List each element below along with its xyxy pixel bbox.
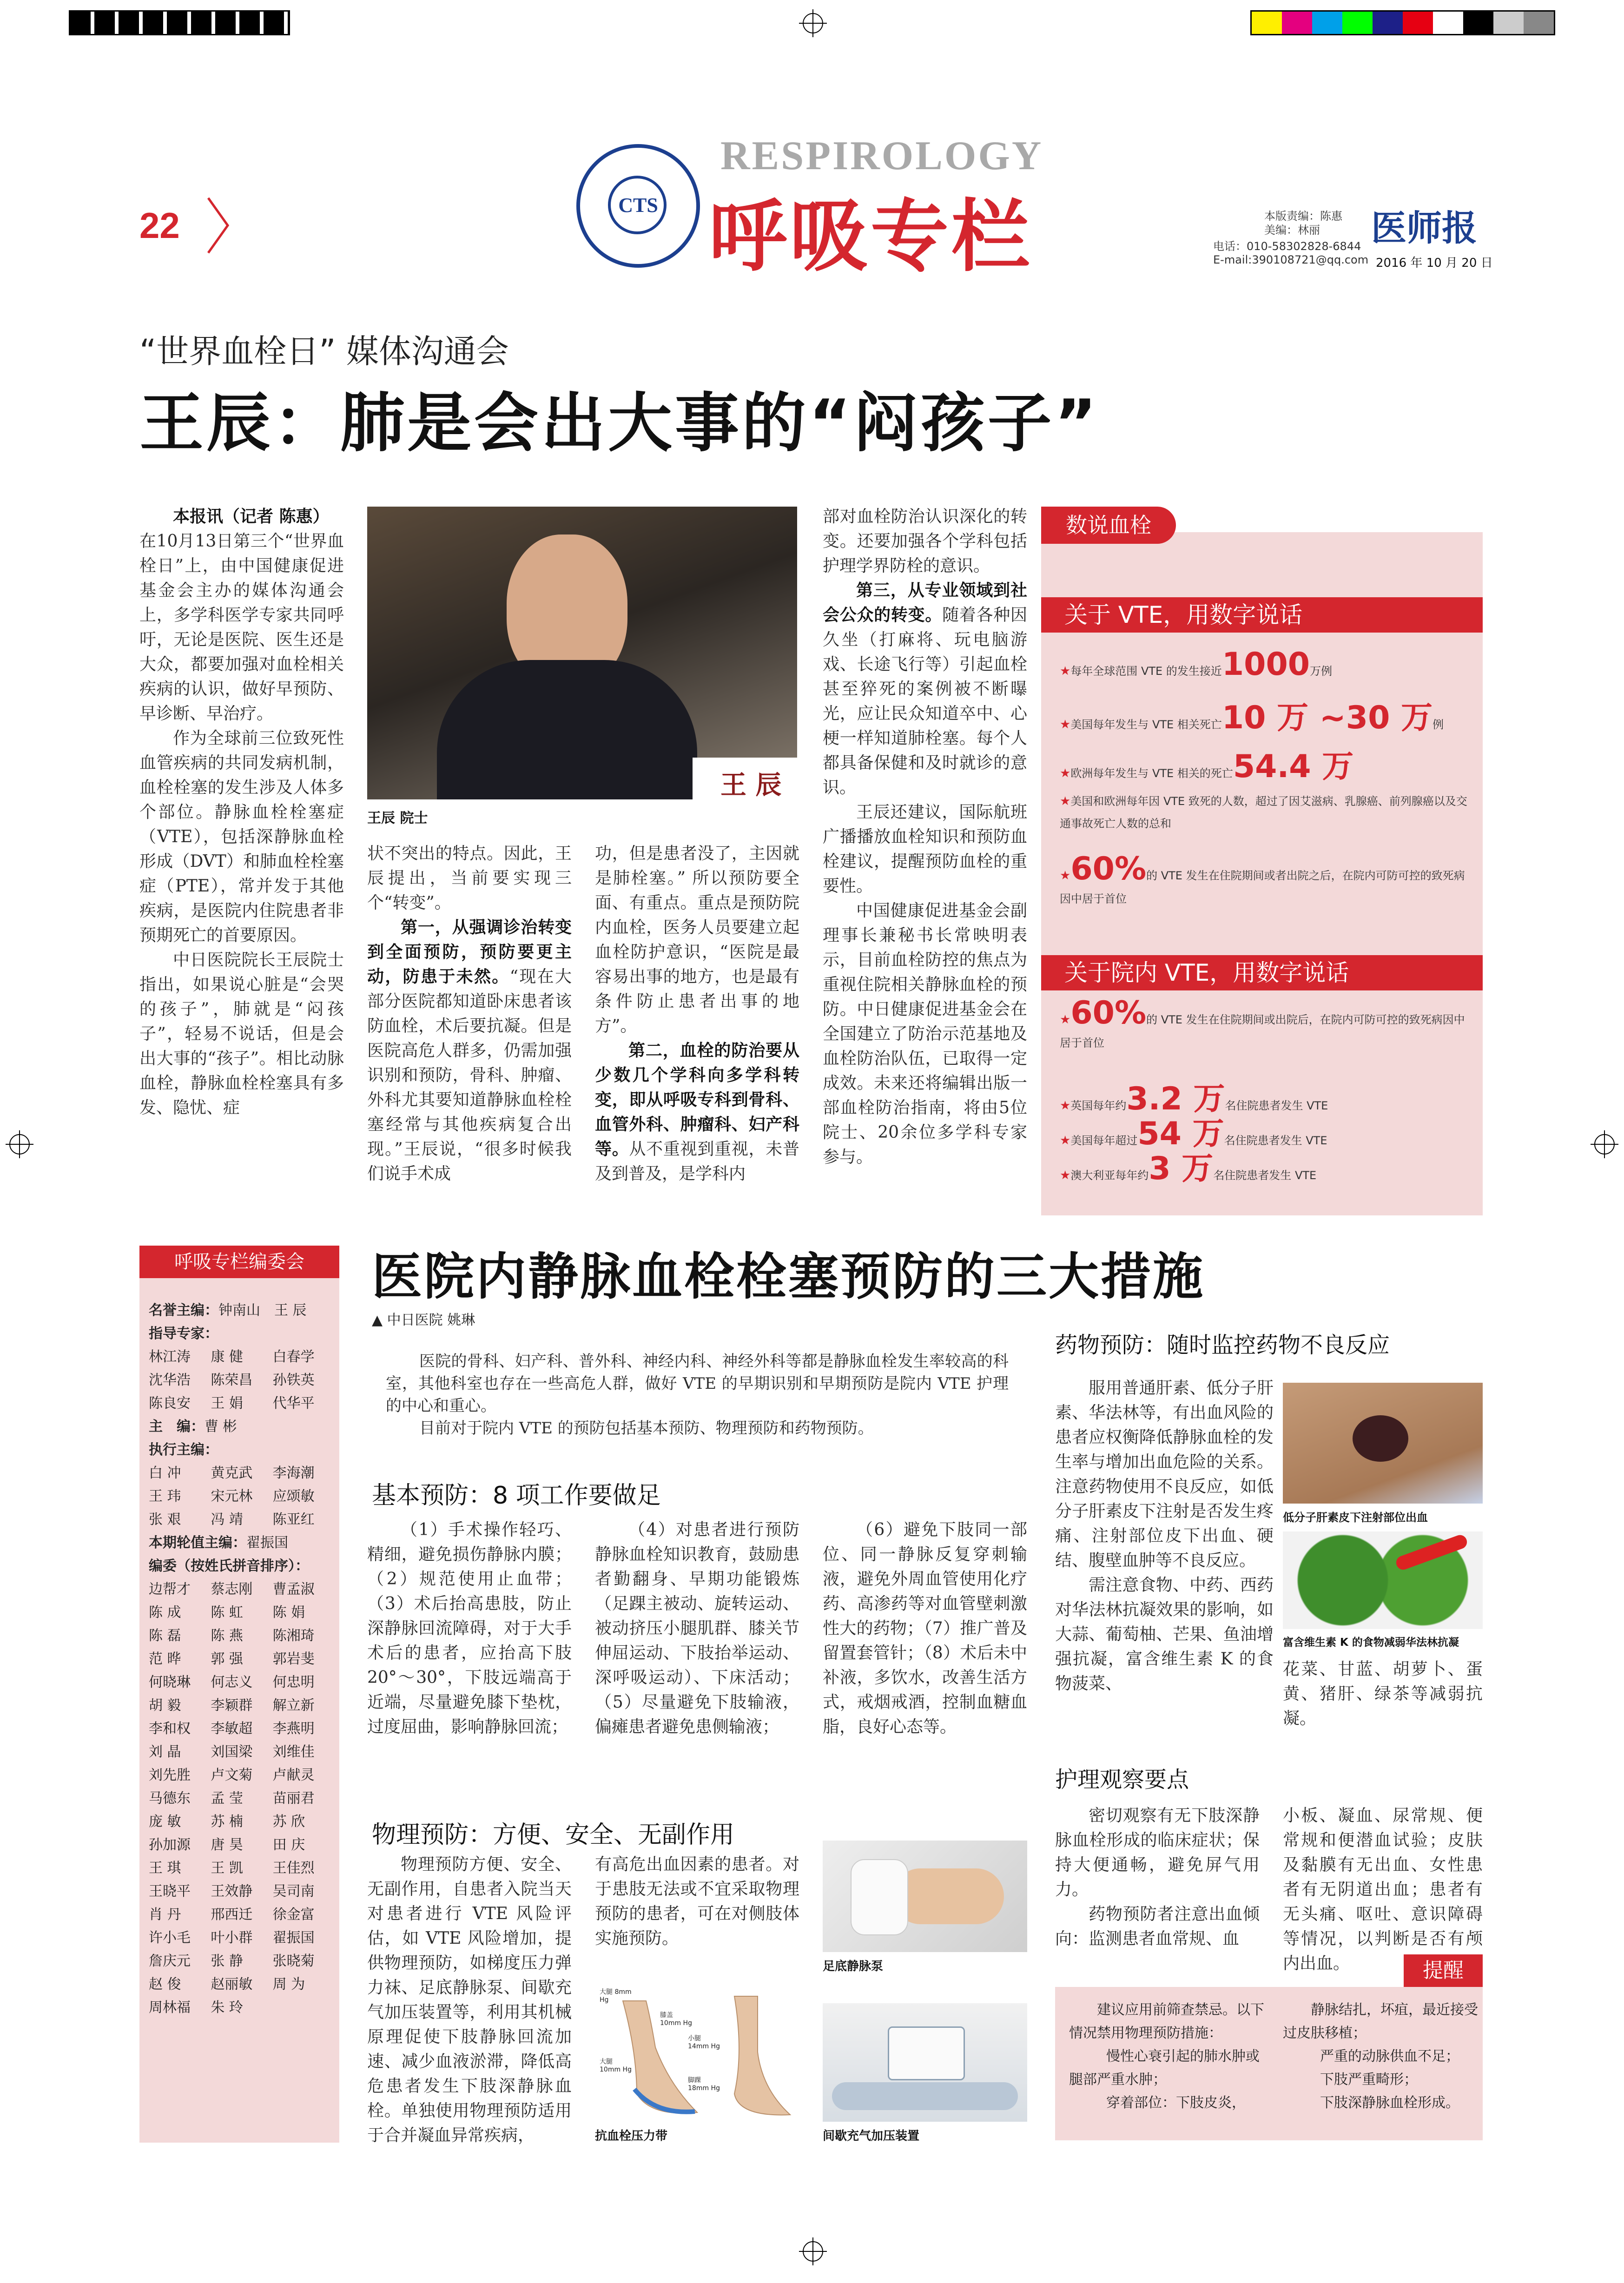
board-member-row [149,1810,335,1834]
paragraph: 王辰还建议，国际航班广播播放血栓知识和预防血栓建议，提醒预防血栓的重要性。 [823,803,1027,896]
board-member-row [149,1741,335,1764]
board-member-name: 吴司南 [272,1883,315,1900]
board-member-name: 黄克武 [211,1465,253,1481]
stat-line: ★每年全球范围 VTE 的发生接近1000万例 [1060,646,1333,683]
drug-prevention-title: 药物预防：随时监控药物不良反应 [1055,1332,1390,1358]
board-member-name: 李颖群 [211,1697,253,1714]
board-member-name: 赵丽敏 [211,1976,253,1993]
board-member-row [149,1648,335,1671]
paragraph: 目前对于院内 VTE 的预防包括基本预防、物理预防和药物预防。 [419,1419,874,1438]
board-member-row [149,1973,335,1996]
board-member-name: 苗丽君 [272,1790,315,1807]
editorial-board-title: 呼吸专栏编委会 [139,1246,339,1278]
board-member-name: 王佳烈 [272,1860,315,1876]
board-member-name: 卢文菊 [211,1767,253,1783]
article1-headline: 王辰：肺是会出大事的“闷孩子” [139,386,1100,461]
issue-date: 2016 年 10 月 20 日 [1376,256,1493,270]
star-icon: ★ [1060,1168,1071,1182]
board-member-name: 胡 毅 [149,1697,181,1714]
board-member-name: 王 琪 [149,1860,181,1876]
vegetables-caption: 富含维生素 K 的食物减弱华法林抗凝 [1283,1636,1459,1649]
star-icon: ★ [1060,1099,1071,1113]
star-icon: ★ [1060,1013,1071,1027]
pressure-label: 膝盖 10mm Hg [660,2012,692,2027]
star-icon: ★ [1060,1134,1071,1148]
board-member-name: 王晓平 [149,1883,191,1900]
reminder-tag: 提醒 [1404,1954,1483,1987]
board-role-row: 名誉主编： 钟南山 王 辰 [149,1302,307,1319]
board-member-name: 陈荣昌 [211,1372,253,1388]
drug-column-continued: 花菜、甘蓝、胡萝卜、蛋黄、猪肝、绿茶等减弱抗凝。 [1283,1660,1483,1728]
stat-line: ★60%的 VTE 发生在住院期间或者出院之后，在院内可防可控的致死病因中居于首位 [1060,851,1465,905]
basic-column-3: （6）避免下肢同一部位、同一静脉反复穿刺输液，避免外周血管使用化疗药、高渗药等对血管壁刺激性大的药物；（7）推广普及留置套管针；（8）术后未中补液，多饮水，改善生活方式，戒烟戒酒，控制血糖血脂，良好心态等。 [823,1520,1027,1736]
pressure-label: 脚踝 18mm Hg [688,2077,720,2092]
star-icon: ★ [1060,794,1071,808]
star-icon: ★ [1060,718,1071,732]
ipc-device-caption: 间歇充气加压装置 [823,2129,920,2143]
board-member-name [273,1996,335,2019]
nursing-column-2: 小板、凝血、尿常规、便常规和便潜血试验；皮肤及黏膜有无出血、女性患者有无阴道出血；患者有无头痛、呕吐、意识障碍等情况，以判断是否有颅内出血。 [1283,1806,1483,1973]
paragraph: 医院的骨科、妇产科、普外科、神经内科、神经外科等都是静脉血栓发生率较高的科室，其他科室也存在一些高危人群，做好 VTE 的早期识别和早期预防是院内 VTE 护理的中心和重心。 [386,1352,1009,1415]
board-member-name: 范 晔 [149,1651,181,1667]
point-three: 第三，从专业领域到社会公众的转变。 [823,581,1027,625]
board-member-name: 冯 靖 [211,1511,243,1528]
pressure-label: 大腿 8mm Hg [600,1988,632,2004]
board-member-name: 詹庆元 [149,1953,191,1969]
registration-mark-icon [803,2241,823,2262]
article2-intro [386,1350,1009,1439]
board-member-row [149,1996,335,2019]
point-one: 第一，从强调诊治转变到全面预防，预防要更主动，防患于未然。 [367,917,572,986]
board-member-name: 周林福 [149,1999,191,2016]
editor-line: 本版责编：陈惠 [1264,210,1342,223]
board-member-name: 郭 强 [211,1651,243,1667]
lead-label: 本报讯 [173,507,224,526]
board-member-name: 邢西迁 [211,1907,253,1923]
registration-mark-icon [9,1134,30,1155]
board-member-row [149,1346,335,1369]
drug-column: 服用普通肝素、低分子肝素、华法林等，有出血风险的患者应权衡降低静脉血栓的发生率与增加出血危险的关系。注意药物使用不良反应，如低分子肝素皮下注射是否发生疼痛、注射部位皮下出血、硬结、腹壁血肿等不良反应。 需注意食物、中药、西药对华法林抗凝效果的影响，如大蒜、葡萄柚、芒果、鱼油增强抗凝，富含维生素 K 的食物菠菜、 [1055,1379,1274,1693]
board-role-row: 指导专家： [149,1326,218,1342]
board-member-name: 李燕明 [272,1721,315,1737]
board-member-name: 赵 俊 [149,1976,181,1993]
foot-pump-photo [823,1841,1027,1952]
paragraph: “现在大部分医院都知道卧床患者该防血栓，术后要抗凝。但是医院高危人群多，仍需加强识别和预防，骨科、肿瘤、外科尤其要知道静脉血栓栓塞经常与其他疾病复合出现。”王辰说，“很多时候我们说手术成 [367,967,572,1183]
board-member-name: 宋元林 [211,1488,253,1504]
board-member-name: 田 庆 [272,1837,305,1853]
paragraph: 作为全球前三位致死性血管疾病的共同发病机制，血栓栓塞的发生涉及人体多个部位。静脉血栓栓塞症（VTE），包括深静脉血栓形成（DVT）和肺血栓栓塞症（PTE），常并发于其他疾病，是医院内住院患者非预期死亡的首要原因。 [139,729,344,945]
paragraph: 功，但是患者没了，主因就是肺栓塞。” 所以预防要全面、有重点。重点是预防院内血栓，医务人员要建立起血栓防护意识，“医院是最容易出事的地方，也是最有条件防止患者出事的地方”。 [595,844,799,1036]
board-member-name: 卢献灵 [272,1767,315,1783]
board-member-name: 陈湘琦 [272,1628,315,1644]
board-member-name: 应颂敏 [272,1488,315,1504]
board-member-name: 唐 昊 [211,1837,243,1853]
board-role-row: 执行主编： [149,1442,218,1458]
paragraph: 随着各种因久坐（打麻将、玩电脑游戏、长途飞行等）引起血栓甚至猝死的案例被不断曝光，应让民众知道卒中、心梗一样知道肺栓塞。每个人都具备保健和及时就诊的意识。 [823,606,1027,797]
board-member-row [149,1857,335,1880]
paragraph: 部对血栓防治认识深化的转变。还要加强各个学科包括护理学界防栓的意识。 [823,507,1027,575]
board-member-row [149,1601,335,1624]
registration-mark-icon [1594,1134,1615,1155]
article2-headline: 医院内静脉血栓栓塞预防的三大措施 [372,1248,1205,1306]
board-member-row [149,1927,335,1950]
board-member-name: 苏 楠 [211,1814,243,1830]
chevron-right-icon [205,195,232,256]
board-member-row [149,1950,335,1973]
lead-byline: （记者 陈惠） [223,507,330,526]
board-member-name: 王 娟 [211,1395,243,1412]
paper-name-logo: 医师报 [1371,207,1477,249]
board-member-row [149,1764,335,1787]
board-member-name: 朱 玲 [211,1999,243,2016]
editorial-board-list [149,1299,335,2019]
registration-mark-icon [803,13,823,33]
paragraph: 状不突出的特点。因此，王辰提出，当前要实现三个“转变”。 [367,844,572,912]
physical-column-2: 有高危出血因素的患者。对于患肢无法或不宜采取物理预防的患者，可在对侧肢体实施预防。 [595,1855,799,1948]
board-member-name: 翟振国 [272,1930,315,1946]
board-member-name: 陈良安 [149,1395,191,1412]
email-line: E-mail:390108721@qq.com [1213,253,1369,266]
board-member-name: 白春学 [272,1349,315,1365]
nursing-column-1: 密切观察有无下肢深静脉血栓形成的临床症状；保持大便通畅，避免屏气用力。 药物预防者注意出血倾向：监测患者血常规、血 [1055,1806,1260,1948]
star-icon: ★ [1060,766,1071,780]
data-box-tag: 数说血栓 [1041,507,1176,544]
board-member-row [149,1903,335,1927]
board-member-row [149,1787,335,1810]
stocking-caption: 抗血栓压力带 [595,2129,668,2143]
board-member-row [149,1834,335,1857]
reminder-line: 慢性心衰引起的肺水肿或腿部严重水肿； [1069,2048,1260,2088]
board-member-name: 沈华浩 [149,1372,191,1388]
board-member-row [149,1485,335,1508]
star-icon: ★ [1060,664,1071,678]
data-box-bar-2: 关于院内 VTE，用数字说话 [1041,955,1483,990]
board-role-row: 本期轮值主编： 翟振国 [149,1535,288,1551]
column-title: 呼吸专栏 [709,191,1032,282]
reminder-line: 下肢严重畸形； [1320,2072,1418,2088]
board-member-name: 刘 晶 [149,1744,181,1760]
reminder-column-2 [1283,1999,1478,2115]
board-member-row [149,1369,335,1392]
board-member-row [149,1462,335,1485]
board-member-name: 陈 娟 [272,1604,305,1621]
board-member-name: 代华平 [272,1395,315,1412]
reminder-line: 穿着部位：下肢皮炎， [1106,2095,1246,2111]
stocking-diagram [595,1982,799,2122]
board-member-row [149,1624,335,1648]
page-number: 22 [139,205,180,246]
board-member-name: 李和权 [149,1721,191,1737]
pressure-label: 大腿 10mm Hg [600,2058,632,2073]
board-member-name: 陈 成 [149,1604,181,1621]
board-member-name: 陈 磊 [149,1628,181,1644]
board-member-name: 解立新 [272,1697,315,1714]
board-member-name: 孟 莹 [211,1790,243,1807]
stat-line: ★英国每年约3.2 万名住院患者发生 VTE [1060,1081,1328,1117]
board-member-name: 孙加源 [149,1837,191,1853]
star-icon: ★ [1060,869,1071,883]
foot-pump-caption: 足底静脉泵 [823,1960,884,1973]
board-member-name: 孙铁英 [272,1372,315,1388]
board-member-name: 曹孟淑 [272,1581,315,1597]
board-member-name: 张晓菊 [272,1953,315,1969]
point-two: 第二，血栓的防治要从少数几个学科向多学科转变，即从呼吸专科到骨科、血管外科、肿瘤科、妇产科等。 [595,1041,799,1159]
reminder-line: 下肢深静脉血栓形成。 [1320,2095,1459,2111]
board-member-name: 庞 敏 [149,1814,181,1830]
reminder-column-1 [1069,1999,1269,2115]
board-member-name: 何晓琳 [149,1674,191,1690]
stat-line: ★澳大利亚每年约3 万名住院患者发生 VTE [1060,1150,1317,1187]
board-role-row: 主 编： 曹 彬 [149,1419,237,1435]
physical-prevention-title: 物理预防：方便、安全、无副作用 [372,1821,735,1849]
basic-column-1: （1）手术操作轻巧、精细，避免损伤静脉内膜；（2）规范使用止血带；（3）术后抬高患肢，防止深静脉回流障碍，对于大手术后的患者，应抬高下肢 20°～30°，下肢远端高于近端，尽量避免膝下垫枕，过度屈曲，影响静脉回流； [367,1520,572,1736]
board-member-name: 刘国梁 [211,1744,253,1760]
society-logo: CTS [576,144,700,268]
board-member-name: 张 艰 [149,1511,181,1528]
board-member-name: 王效静 [211,1883,253,1900]
board-member-row [149,1694,335,1717]
stat-line: ★欧洲每年发生与 VTE 相关的死亡54.4 万 [1060,748,1354,785]
board-member-name: 白 冲 [149,1465,181,1481]
basic-column-2: （4）对患者进行预防静脉血栓知识教育，鼓励患者勤翻身、早期功能锻炼（足踝主被动、旋转运动、被动挤压小腿肌群、膝关节伸屈运动、下肢抬举运动、深呼吸运动）、下床活动；（5）尽量避免下肢输液，偏瘫患者避免患侧输液； [595,1520,799,1736]
print-color-bar-cmyk [1250,10,1555,35]
respirology-label: RESPIROLOGY [720,133,1043,178]
board-member-name: 李海潮 [272,1465,315,1481]
reminder-line: 严重的动脉供血不足； [1320,2048,1459,2065]
paragraph: 从不重视到重视，未普及到普及，是学科内 [595,1140,799,1183]
ipc-device-photo [823,2003,1027,2122]
paragraph: 中日医院院长王辰院士指出，如果说心脏是“会哭的孩子”，肺就是“闷孩子”，轻易不说话，但是会出大事的“孩子”。相比动脉血栓，静脉血栓栓塞具有多发、隐忧、症 [139,950,344,1117]
board-member-name: 刘先胜 [149,1767,191,1783]
reminder-line: 建议应用前筛查禁忌。以下情况禁用物理预防措施： [1069,2002,1264,2041]
board-member-name: 何志义 [211,1674,253,1690]
reminder-line: 静脉结扎，坏疽，最近接受过皮肤移植； [1283,2002,1478,2041]
board-member-name: 刘维佳 [272,1744,315,1760]
board-member-row [149,1392,335,1415]
pressure-label: 小腿 14mm Hg [688,2035,720,2050]
board-member-name: 王 玮 [149,1488,181,1504]
board-member-name: 马德东 [149,1790,191,1807]
board-member-row [149,1880,335,1903]
nameplate: 王 辰 [720,770,782,799]
photo-caption: 王辰 院士 [367,810,428,826]
board-member-row [149,1717,335,1741]
board-member-name: 苏 欣 [272,1814,305,1830]
article1-column-2 [367,841,572,1186]
stat-line: ★美国和欧洲每年因 VTE 致死的人数，超过了因艾滋病、乳腺癌、前列腺癌以及交通事故死亡人数的总和 [1060,794,1467,830]
board-member-name: 肖 丹 [149,1907,181,1923]
board-member-name: 康 健 [211,1349,243,1365]
board-member-name: 陈 虹 [211,1604,243,1621]
vegetables-photo [1283,1531,1483,1629]
board-member-name: 叶小群 [211,1930,253,1946]
board-member-name: 陈亚红 [272,1511,315,1528]
data-box-bar-1: 关于 VTE，用数字说话 [1041,597,1483,633]
phone-line: 电话：010-58302828-6844 [1213,240,1361,253]
stat-line: ★美国每年超过54 万名住院患者发生 VTE [1060,1115,1327,1152]
stat-line: ★美国每年发生与 VTE 相关死亡10 万 ~30 万例 [1060,699,1444,736]
board-member-name: 林江涛 [149,1349,191,1365]
wang-chen-photo [367,507,797,799]
paragraph: 中国健康促进基金会副理事长兼秘书长常映明表示，目前血栓防控的焦点为重视住院相关静脉血栓的预防。中日健康促进基金会在全国建立了防治示范基地及血栓防治队伍，已取得一定成效。未来还将编辑出版一部血栓防治指南，将由5位院士、20余位多学科专家参与。 [823,901,1027,1167]
board-member-name: 边帮才 [149,1581,191,1597]
board-member-row [149,1671,335,1694]
print-color-bar-gray [69,10,290,35]
article1-column-1 [139,504,344,1120]
board-member-name: 王 凯 [211,1860,243,1876]
board-member-name: 许小毛 [149,1930,191,1946]
article2-byline: ▲ 中日医院 姚琳 [372,1312,475,1328]
paragraph: 在10月13日第三个“世界血栓日”上，由中国健康促进基金会主办的媒体沟通会上，多学科医学专家共同呼吁，无论是医院、医生还是大众，都要加强对血栓相关疾病的认识，做好早预防、早诊断、早治疗。 [139,532,344,723]
injection-site-photo [1283,1383,1483,1504]
board-member-name: 周 为 [272,1976,305,1993]
board-member-name: 张 静 [211,1953,243,1969]
basic-prevention-title: 基本预防：8 项工作要做足 [372,1482,661,1510]
board-role-row: 编委（按姓氏拼音排序）： [149,1558,309,1574]
injection-caption: 低分子肝素皮下注射部位出血 [1283,1511,1428,1524]
article1-column-4 [823,504,1027,1169]
board-member-name: 徐金富 [272,1907,315,1923]
board-member-name: 陈 燕 [211,1628,243,1644]
article1-kicker: “世界血栓日” 媒体沟通会 [139,332,509,370]
nursing-title: 护理观察要点 [1055,1767,1189,1793]
board-member-name: 郭岩斐 [272,1651,315,1667]
board-member-row [149,1508,335,1531]
art-line: 美编：林丽 [1264,224,1320,237]
article1-column-3 [595,841,799,1186]
physical-column-1: 物理预防方便、安全、无副作用，自患者入院当天对患者进行 VTE 风险评估，如 VTE 风险增加，提供物理预防，如梯度压力弹力袜、足底静脉泵、间歇充气加压装置等，利用其机械原理促使下肢静脉回流加速、减少血液淤滞，降低高危患者发生下肢深静脉血栓。单独使用物理预防适用于合并凝血异常疾病， [367,1855,572,2145]
board-member-name: 蔡志刚 [211,1581,253,1597]
board-member-name: 李敏超 [211,1721,253,1737]
board-member-name: 何忠明 [272,1674,315,1690]
board-member-row [149,1578,335,1601]
stat-line: ★60%的 VTE 发生在住院期间或出院后，在院内可防可控的致死病因中居于首位 [1060,995,1465,1049]
